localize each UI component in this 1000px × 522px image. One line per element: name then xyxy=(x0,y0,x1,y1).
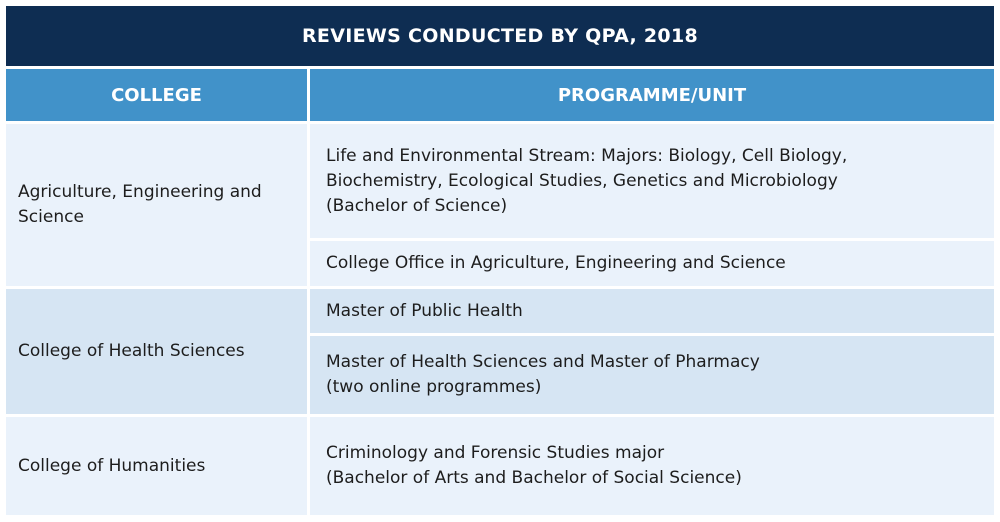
table-title: REVIEWS CONDUCTED BY QPA, 2018 xyxy=(6,6,994,66)
programme-cell: Master of Health Sciences and Master of Pharmacy (two online programmes) xyxy=(310,336,994,414)
table-group-health xyxy=(6,289,994,414)
programme-stack xyxy=(310,417,994,515)
reviews-table xyxy=(6,6,994,518)
table-group-humanities xyxy=(6,417,994,515)
table-group-agriculture xyxy=(6,124,994,286)
header-college: COLLEGE xyxy=(6,69,307,121)
programme-cell: Life and Environmental Stream: Majors: Biology, Cell Biology, Biochemistry, Ecological Studies, Genetics and Microbiology (Bachelor of Science) xyxy=(310,124,994,238)
programme-stack xyxy=(310,289,994,414)
programme-stack xyxy=(310,124,994,286)
programme-cell: College Office in Agriculture, Engineering and Science xyxy=(310,241,994,286)
college-cell: College of Humanities xyxy=(6,417,307,515)
table-header-row xyxy=(6,69,994,121)
college-cell: College of Health Sciences xyxy=(6,289,307,414)
header-programme: PROGRAMME/UNIT xyxy=(310,69,994,121)
college-cell: Agriculture, Engineering and Science xyxy=(6,124,307,286)
programme-cell: Criminology and Forensic Studies major (Bachelor of Arts and Bachelor of Social Science) xyxy=(310,417,994,515)
programme-cell: Master of Public Health xyxy=(310,289,994,333)
